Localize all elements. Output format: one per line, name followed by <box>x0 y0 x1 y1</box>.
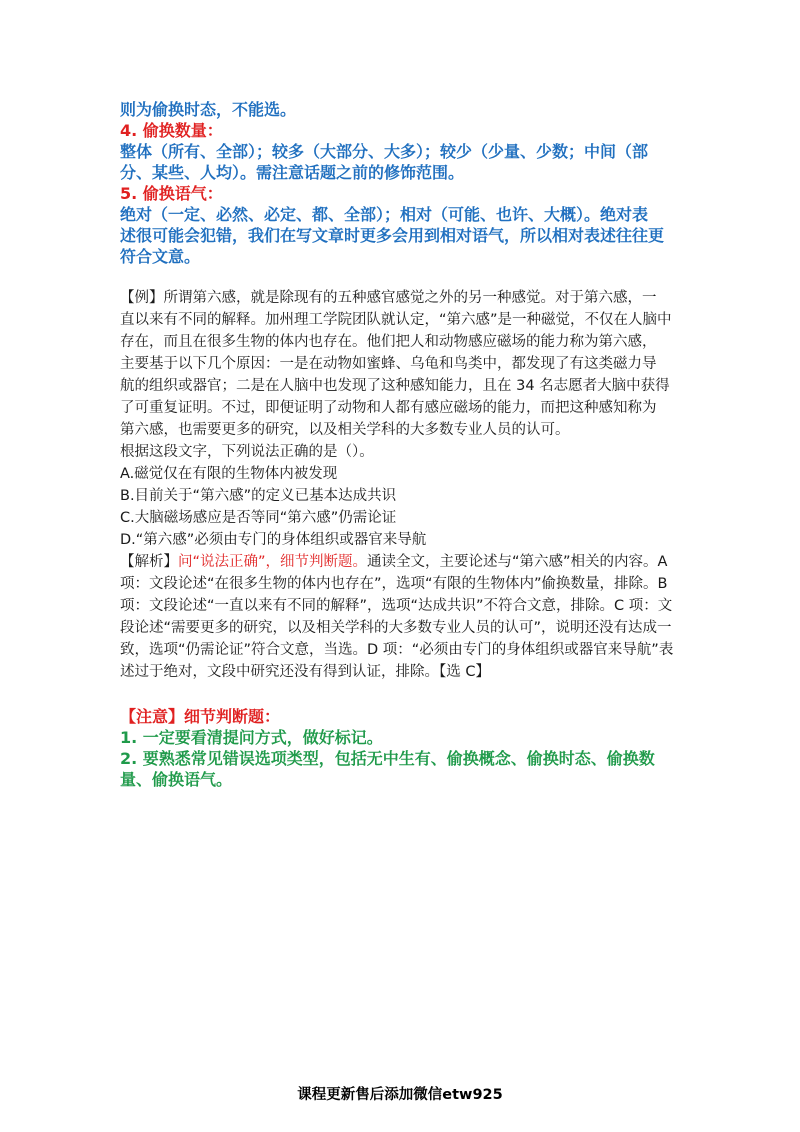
heading-4: 4. 偷换数量： <box>120 121 223 140</box>
example-line: 了可重复证明。不过，即便证明了动物和人都有感应磁场的能力，而把这种感知称为 <box>120 400 657 416</box>
paragraph-5-line: 绝对（一定、必然、必定、都、全部）；相对（可能、也许、大概）。绝对表 <box>120 205 649 224</box>
example-line: 第六感，也需要更多的研究，以及相关学科的大多数专业人员的认可。 <box>120 422 570 438</box>
note-heading: 【注意】细节判断题： <box>120 707 281 726</box>
analysis-line: 项：文段论述“一直以来有不同的解释”，选项“达成共识”不符合文意，排除。C 项：文 <box>120 598 673 614</box>
analysis-line: 项：文段论述“在很多生物的体内也存在”，选项“有限的生物体内”偷换数量，排除。B <box>120 576 668 592</box>
analysis-highlight: 问“说法正确”，细节判断题。 <box>178 554 368 570</box>
option-c: C.大脑磁场感应是否等同“第六感”仍需论证 <box>120 510 397 526</box>
note-item-2: 量、偷换语气。 <box>120 770 233 789</box>
example-line: 存在，而且在很多生物的体内也存在。他们把人和动物感应磁场的能力称为第六感， <box>120 334 657 350</box>
note-item-1: 1. 一定要看清提问方式，做好标记。 <box>120 728 383 747</box>
analysis-line: 段论述“需要更多的研究，以及相关学科的大多数专业人员的认可”，说明还没有达成一 <box>120 620 672 636</box>
analysis-line <box>120 551 667 573</box>
analysis-text: 通读全文，主要论述与“第六感”相关的内容。A <box>367 554 668 570</box>
paragraph-4-line: 整体（所有、全部）；较多（大部分、大多）；较少（少量、少数；中间（部 <box>120 142 649 161</box>
option-a: A.磁觉仅在有限的生物体内被发现 <box>120 466 338 482</box>
option-b: B.目前关于“第六感”的定义已基本达成共识 <box>120 488 397 504</box>
example-line: 主要基于以下几个原因：一是在动物如蜜蜂、乌龟和鸟类中，都发现了有这类磁力导 <box>120 356 657 372</box>
example-line: 航的组织或器官；二是在人脑中也发现了这种感知能力，且在 34 名志愿者大脑中获得 <box>120 378 670 394</box>
example-line: 直以来有不同的解释。加州理工学院团队就认定，“第六感”是一种磁觉，不仅在人脑中 <box>120 312 672 328</box>
paragraph-4-line: 分、某些、人均）。需注意话题之前的修饰范围。 <box>120 163 465 182</box>
analysis-line: 述过于绝对，文段中研究还没有得到认证，排除。【选 C】 <box>120 664 490 680</box>
analysis-line: 致，选项“仍需论证”符合文意，当选。D 项：“必须由专门的身体组织或器官来导航”表 <box>120 642 674 658</box>
analysis-label: 【解析】 <box>120 554 178 570</box>
paragraph-5-line: 符合文意。 <box>120 247 201 266</box>
text-line: 则为偷换时态，不能选。 <box>120 100 297 119</box>
example-line: 【例】所谓第六感，就是除现有的五种感官感觉之外的另一种感觉。对于第六感，一 <box>120 290 657 306</box>
question-stem: 根据这段文字，下列说法正确的是（）。 <box>120 444 374 460</box>
footer-text: 课程更新售后添加微信etw925 <box>297 1087 503 1103</box>
note-item-2: 2. 要熟悉常见错误选项类型，包括无中生有、偷换概念、偷换时态、偷换数 <box>120 749 655 768</box>
option-d: D.“第六感”必须由专门的身体组织或器官来导航 <box>120 532 427 548</box>
heading-5: 5. 偷换语气： <box>120 184 223 203</box>
paragraph-5-line: 述很可能会犯错，我们在写文章时更多会用到相对语气，所以相对表述往往更 <box>120 226 665 245</box>
